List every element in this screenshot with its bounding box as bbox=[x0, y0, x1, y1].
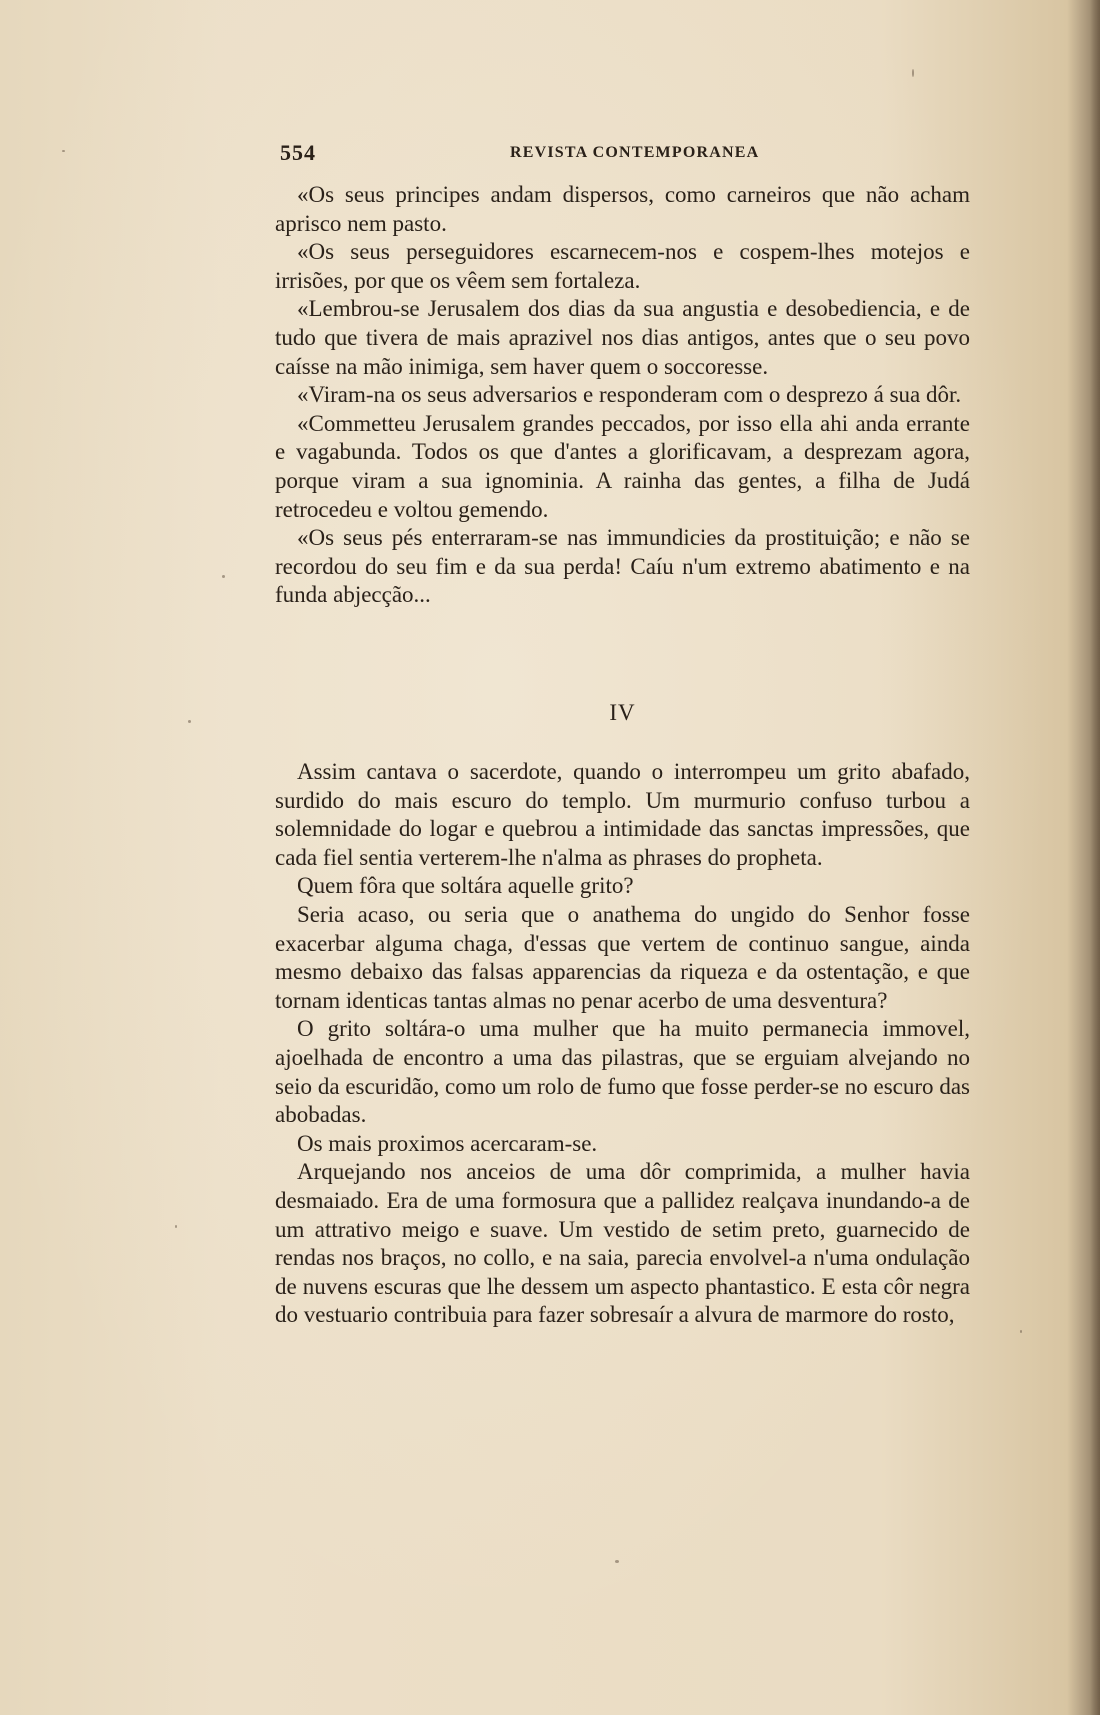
section-heading: IV bbox=[609, 700, 636, 725]
paper-speck bbox=[188, 720, 191, 723]
paragraph: O grito soltára-o uma mulher que ha muito permanecia immovel, ajoelhada de encontro a uma das pilastras, que se erguiam alvejando no seio da escuridão, como um rolo de fumo que fosse perder-se no escuro das abobadas. bbox=[275, 1016, 970, 1128]
paragraph: «Os seus pés enterraram-se nas immundicies da prostituição; e não se recordou do seu fim e da sua perda! Caíu n'um extremo abatimento e na funda abjecção... bbox=[275, 525, 970, 608]
paper-speck bbox=[222, 575, 225, 578]
paper-speck bbox=[912, 69, 914, 77]
paragraph: Seria acaso, ou seria que o anathema do ungido do Senhor fosse exacerbar alguma chaga, d'essas que vertem de continuo sangue, ainda mesmo debaixo das falsas apparencias da riqueza e da ostentação, e que tornam identicas tantas almas no penar acerbo de uma desventura? bbox=[275, 901, 970, 1013]
paper-speck bbox=[615, 1560, 619, 1563]
paragraph: «Os seus principes andam dispersos, como carneiros que não acham aprisco nem pasto. bbox=[275, 182, 970, 236]
paragraph: «Lembrou-se Jerusalem dos dias da sua angustia e desobediencia, e de tudo que tivera de mais aprazivel nos dias antigos, antes que o seu povo caísse na mão inimiga, sem haver quem o soccoresse. bbox=[275, 296, 970, 379]
text-block-before-section bbox=[275, 181, 970, 610]
paragraph: Quem fôra que soltára aquelle grito? bbox=[297, 873, 634, 899]
paragraph: «Commetteu Jerusalem grandes peccados, por isso ella ahi anda errante e vagabunda. Todos os que d'antes a glorificavam, a desprezam agora, porque viram a sua ignominia. A rainha das gentes, a filha de Judá retrocedeu e voltou gemendo. bbox=[275, 410, 970, 522]
page-edge-shadow bbox=[1090, 0, 1100, 1715]
page-number: 554 bbox=[280, 140, 316, 165]
paragraph: «Os seus perseguidores escarnecem-nos e cospem-lhes motejos e irrisões, por que os vêem sem fortaleza. bbox=[275, 239, 970, 293]
paragraph: Assim cantava o sacerdote, quando o interrompeu um grito abafado, surdido do mais escuro do templo. Um murmurio confuso turbou a solemnidade do logar e quebrou a intimidade das sanctas impressões, que cada fiel sentia verterem-lhe n'alma as phrases do propheta. bbox=[275, 759, 970, 870]
paper-speck bbox=[1020, 1330, 1022, 1333]
paper-speck bbox=[175, 1225, 177, 1228]
paper-speck bbox=[62, 150, 65, 152]
running-title: REVISTA CONTEMPORANEA bbox=[510, 144, 760, 161]
paragraph: «Viram-na os seus adversarios e responderam com o desprezo á sua dôr. bbox=[297, 382, 962, 408]
paragraph: Arquejando nos anceios de uma dôr comprimida, a mulher havia desmaiado. Era de uma formosura que a pallidez realçava inundando-a de um attrativo meigo e suave. Um vestido de setim preto, guarnecido de rendas nos braços, no collo, e na saia, parecia envolvel-a n'uma ondulação de nuvens escuras que lhe dessem um aspecto phantastico. E esta côr negra do vestuario contribuia para fazer sobresaír a alvura de marmore do rosto, bbox=[275, 1159, 970, 1328]
paragraph: Os mais proximos acercaram-se. bbox=[297, 1130, 598, 1156]
running-header bbox=[280, 140, 970, 170]
text-block-after-section bbox=[275, 758, 970, 1330]
